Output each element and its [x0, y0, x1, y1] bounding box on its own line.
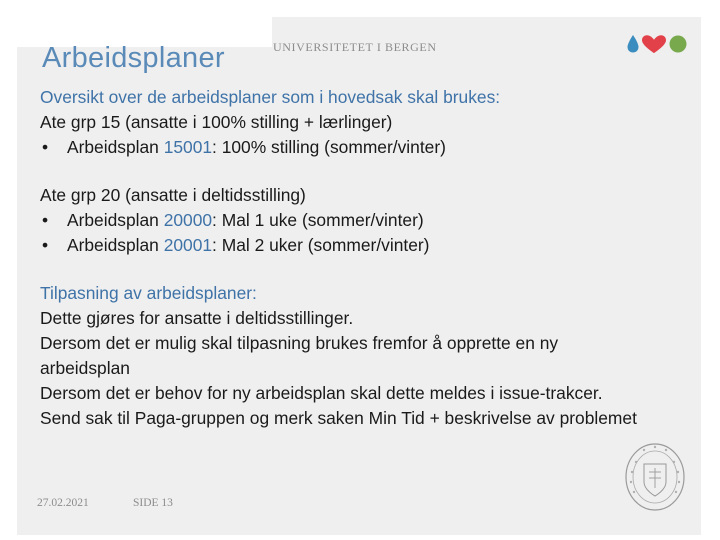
- adjust-heading: Tilpasning av arbeidsplaner:: [40, 283, 257, 303]
- bullet-suffix: : Mal 1 uke (sommer/vinter): [212, 210, 424, 230]
- bullet-prefix: Arbeidsplan: [67, 137, 164, 157]
- water-drop-icon: [628, 35, 639, 53]
- group20-heading: Ate grp 20 (ansatte i deltidsstilling): [40, 185, 306, 205]
- bullet-item: [40, 208, 700, 233]
- bullet-suffix: : 100% stilling (sommer/vinter): [212, 137, 446, 157]
- institution-name: UNIVERSITETET I BERGEN: [273, 40, 437, 54]
- footer-date: 27.02.2021: [37, 497, 89, 509]
- bullet-marker: •: [42, 210, 49, 230]
- slide-title: Arbeidsplaner: [42, 42, 225, 74]
- plan-code: 15001: [163, 137, 213, 157]
- bullet-item: [40, 233, 700, 258]
- university-seal-icon: [624, 442, 686, 512]
- plan-code: 20000: [163, 210, 213, 230]
- bullet-prefix: Arbeidsplan: [67, 210, 164, 230]
- adjust-line-2: Dersom det er mulig skal tilpasning brukes fremfor å opprette en ny arbeidsplan: [40, 333, 559, 378]
- slide-body: [40, 85, 700, 431]
- bullet-marker: •: [42, 137, 49, 157]
- bullet-prefix: Arbeidsplan: [67, 235, 164, 255]
- bullet-marker: •: [42, 235, 49, 255]
- plan-code: 20001: [163, 235, 213, 255]
- group15-heading: Ate grp 15 (ansatte i 100% stilling + lærlinger): [40, 112, 393, 132]
- bullet-suffix: : Mal 2 uker (sommer/vinter): [212, 235, 430, 255]
- adjust-line-1: Dette gjøres for ansatte i deltidsstillinger.: [40, 308, 354, 328]
- intro-text: Oversikt over de arbeidsplaner som i hovedsak skal brukes:: [40, 87, 501, 107]
- uib-logo: [624, 32, 688, 56]
- footer-page-number: SIDE 13: [133, 497, 173, 509]
- bullet-item: [40, 135, 700, 160]
- adjust-line-3: Dersom det er behov for ny arbeidsplan skal dette meldes i issue-trakcer.: [40, 383, 603, 403]
- circle-icon: [670, 36, 687, 53]
- heart-icon: [642, 35, 666, 53]
- adjust-line-4: Send sak til Paga-gruppen og merk saken Min Tid + beskrivelse av problemet: [40, 408, 637, 428]
